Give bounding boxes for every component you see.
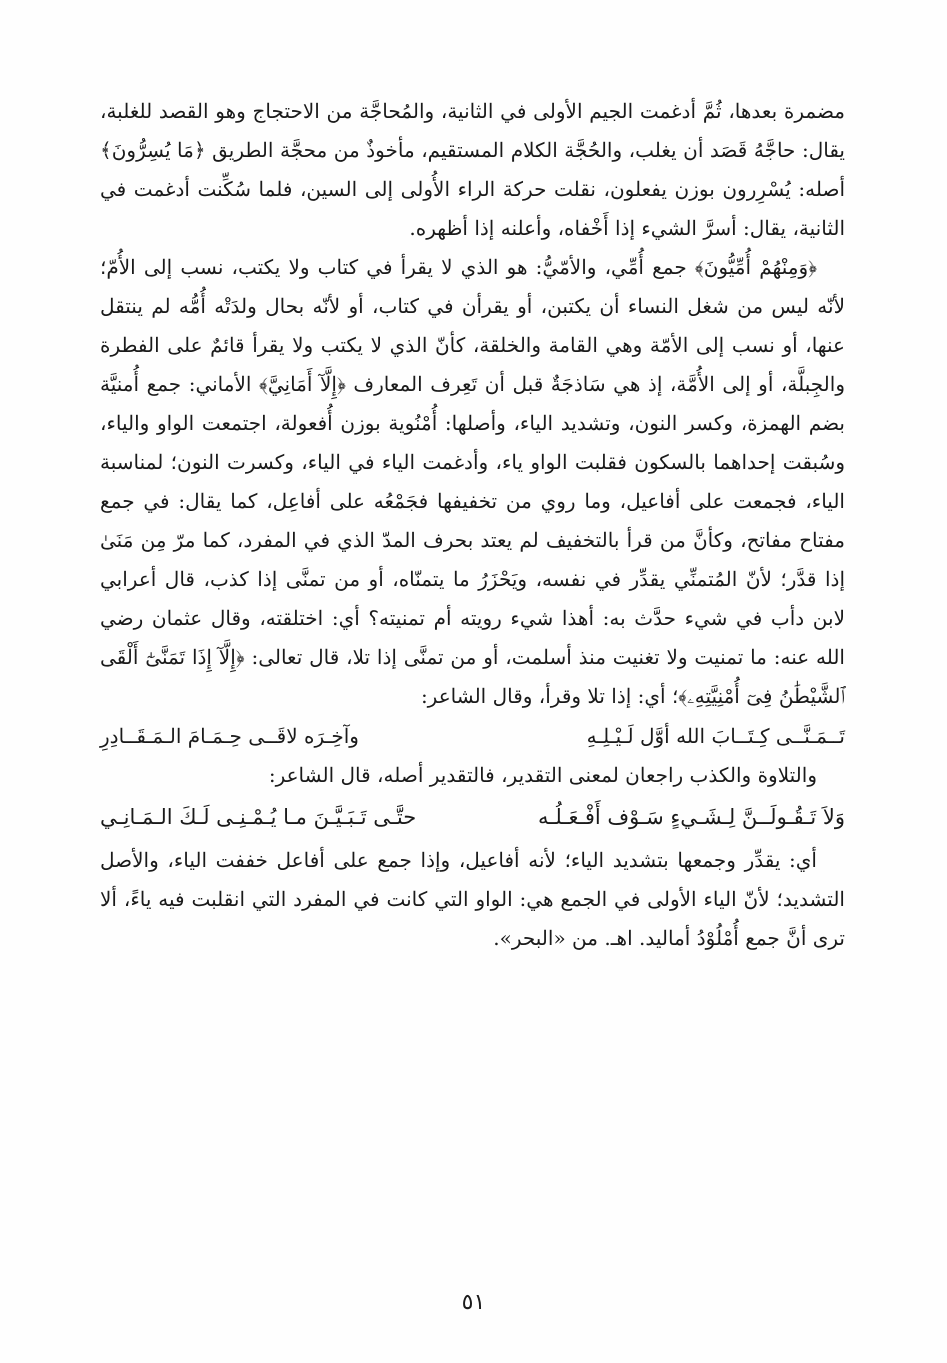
poetry-verse-2 <box>100 797 845 837</box>
paragraph-3: والتلاوة والكذب راجعان لمعنى التقدير، فالتقدير أصله، قال الشاعر: <box>268 763 817 787</box>
paragraph-1: مضمرة بعدها، ثُمَّ أدغمت الجيم الأولى في الثانية، والمُحاجَّة من الاحتجاج وهو القصد للغلبة، يقال: حاجَّهُ قَصَد أن يغلب، والحُجَّة الكلام المستقيم، مأخوذٌ من محجَّة الطريق ﴿مَا يُسِرُّونَ﴾ أصله: يُسْرِرون بوزن يفعلون، نقلت حركة الراء الأُولى إلى السين، فلما سُكِّنت أدغمت في الثانية، يقال: أسرَّ الشيء إذا أَخْفاه، وأعلنه إذا أظهره. <box>100 99 846 240</box>
poetry-verse-1 <box>100 716 845 756</box>
verse-2-second-hemistich: حتَّـى تَـبَـيَّـنَ مـا يُـمْـنِـى لَـكَ الـمَـانِـي <box>100 805 417 829</box>
page-number: ٥١ <box>461 1290 486 1315</box>
verse-2-first-hemistich: وَلاَ تَـقُـولَــنَّ لِـشَـيءٍ سَـوْف أَفْـعَـلُـه <box>538 805 845 829</box>
paragraph-2: ﴿وَمِنْهُمْ أُمِّيُّونَ﴾ جمع أُمِّي، والأمّيُّ: هو الذي لا يقرأ في كتاب ولا يكتب، نسب إلى الأُمّ؛ لأنّه ليس من شغل النساء أن يكتبن، أو يقرأن في كتاب، أو لأنّه بحال ولدَتْه أُمُّه لم ينتقل عنها، أو نسب إلى الأمّة وهي القامة والخلقة، كأنّ الذي لا يكتب ولا يقرأ قائمٌ على الفطرة والجِبلَّة، أو إلى الأُمَّة، إذ هي سَاذجَةٌ قبل أن تَعِرف المعارف ﴿إِلَّآ أَمَانِيَّ﴾ الأماني: جمع أُمنيَّة بضم الهمزة، وكسر النون، وتشديد الياء، وأصلها: أُمْنُوية بوزن أُفعولة، اجتمعت الواو والياء، وسُبقت إحداهما بالسكون فقلبت الواو ياء، وأدغمت الياء في الياء، وكسرت النون؛ لمناسبة الياء، فجمعت على أفاعيل، وما روي من تخفيفها فجَمْعُه على أفاعِل، كما يقال: في جمع مفتاح مفاتح، وكأنَّ من قرأ بالتخفيف لم يعتد بحرف المدّ الذي في المفرد، كما مرّ مِن مَنَىٰ إذا قدَّر؛ لأنّ المُتمنِّي يقدِّر في نفسه، ويَحْزَرُ ما يتمنّاه، أو من تمنَّى إذا كذب، قال أعرابي لابن دأب في شيء حدَّث به: أهذا شيء رويته أم تمنيته؟ أي: اختلقته، وقال عثمان رضي الله عنه: ما تمنيت ولا تغنيت منذ أسلمت، أو من تمنَّى إذا تلا، قال تعالى: ﴿إِلَّآ إِذَا تَمَنَّىٰٓ أَلْقَى ٱلشَّيْطَٰنُ فِىٓ أُمْنِيَّتِهِۦ﴾؛ أي: إذا تلا وقرأ، وقال الشاعر: <box>100 255 845 708</box>
verse-1-second-hemistich: وآخِـرَه لاقَــى حِـمَـامَ الـمَـقَــادِرِ <box>100 724 359 748</box>
main-text-block <box>100 92 845 958</box>
paragraph-4: أي: يقدِّر وجمعها بتشديد الياء؛ لأنه أفاعيل، وإذا جمع على أفاعل خففت الياء، والأصل التشديد؛ لأنّ الياء الأولى في الجمع هي: الواو التي كانت في المفرد التي انقلبت فيه ياءً، ألا ترى أنَّ جمع أُمْلُوْدُ أماليد. اهـ. من «البحر». <box>100 848 845 950</box>
verse-1-first-hemistich: تَــمَـنَّــى كِـتَــابَ الله أوَّل لَـيْـلِـهِ <box>586 724 845 748</box>
